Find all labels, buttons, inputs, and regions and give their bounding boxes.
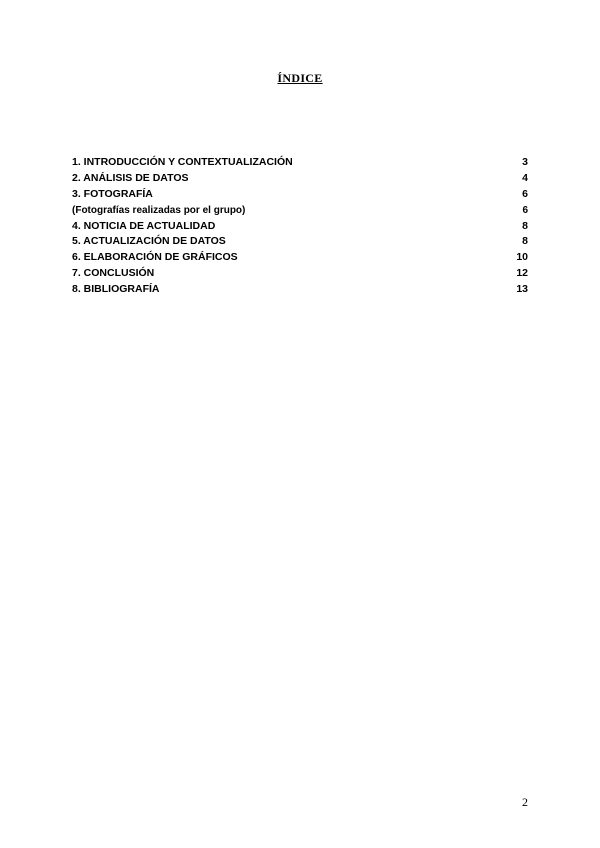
toc-entry-page: 4 xyxy=(522,171,528,184)
table-of-contents xyxy=(72,155,528,298)
toc-entry-label: (Fotografías realizadas por el grupo) xyxy=(72,204,246,216)
toc-entry-fotografia[interactable] xyxy=(72,187,528,203)
toc-entry-page: 8 xyxy=(522,235,528,248)
toc-entry-elaboracion-de-graficos[interactable] xyxy=(72,250,528,266)
toc-entry-label: 4. NOTICIA DE ACTUALIDAD xyxy=(72,219,216,232)
toc-entry-label: 3. FOTOGRAFÍA xyxy=(72,187,153,200)
toc-entry-label: 2. ANÁLISIS DE DATOS xyxy=(72,171,189,184)
toc-entry-page: 8 xyxy=(522,219,528,232)
toc-entry-page: 6 xyxy=(522,204,528,216)
toc-entry-page: 10 xyxy=(516,251,528,264)
toc-entry-page: 13 xyxy=(516,283,528,296)
toc-entry-page: 3 xyxy=(522,156,528,168)
toc-entry-introduccion[interactable] xyxy=(72,155,528,171)
toc-entry-label: 8. BIBLIOGRAFÍA xyxy=(72,283,160,296)
toc-entry-page: 12 xyxy=(516,267,528,280)
toc-entry-label: 1. INTRODUCCIÓN Y CONTEXTUALIZACIÓN xyxy=(72,156,293,168)
toc-entry-bibliografia[interactable] xyxy=(72,282,528,298)
page-number: 2 xyxy=(522,795,528,809)
toc-entry-label: 6. ELABORACIÓN DE GRÁFICOS xyxy=(72,251,238,264)
toc-entry-label: 5. ACTUALIZACIÓN DE DATOS xyxy=(72,235,226,248)
page-title: ÍNDICE xyxy=(277,71,323,85)
toc-entry-noticia-de-actualidad[interactable] xyxy=(72,219,528,235)
toc-entry-analisis-de-datos[interactable] xyxy=(72,171,528,187)
toc-entry-fotografias-grupo[interactable] xyxy=(72,203,528,219)
toc-entry-label: 7. CONCLUSIÓN xyxy=(72,267,155,280)
toc-entry-conclusion[interactable] xyxy=(72,266,528,282)
toc-entry-page: 6 xyxy=(522,187,528,200)
toc-entry-actualizacion-de-datos[interactable] xyxy=(72,234,528,250)
